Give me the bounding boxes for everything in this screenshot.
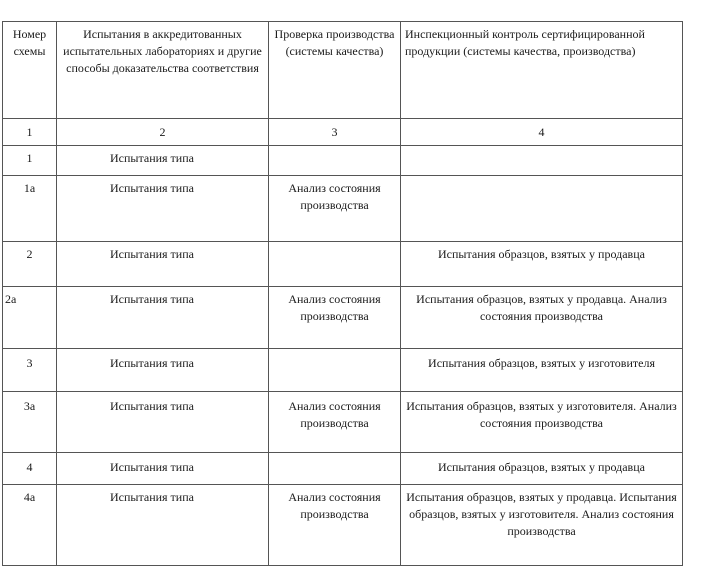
scheme-number: 3а [3, 392, 57, 453]
scheme-number: 2 [3, 242, 57, 287]
column-number: 3 [269, 119, 401, 146]
scheme-number: 4 [3, 453, 57, 485]
header-inspection-control: Инспекционный контроль сертифицированной продукции (системы качества, производства) [401, 22, 683, 119]
column-number: 2 [57, 119, 269, 146]
production-cell [269, 242, 401, 287]
scheme-number: 2а [3, 287, 57, 349]
table-row [3, 176, 683, 242]
table-row [3, 453, 683, 485]
table-row [3, 349, 683, 392]
tests-cell: Испытания типа [57, 349, 269, 392]
tests-cell: Испытания типа [57, 176, 269, 242]
tests-cell: Испытания типа [57, 485, 269, 566]
table-row [3, 287, 683, 349]
tests-cell: Испытания типа [57, 146, 269, 176]
inspection-cell [401, 176, 683, 242]
inspection-cell: Испытания образцов, взятых у изготовителя [401, 349, 683, 392]
production-cell: Анализ состояния производства [269, 392, 401, 453]
header-scheme-number: Номер схемы [3, 22, 57, 119]
column-number: 4 [401, 119, 683, 146]
header-production-check: Проверка производства (системы качества) [269, 22, 401, 119]
inspection-cell: Испытания образцов, взятых у продавца. Испытания образцов, взятых у изготовителя. Анализ состояния производства [401, 485, 683, 566]
production-cell: Анализ состояния производства [269, 176, 401, 242]
inspection-cell [401, 146, 683, 176]
production-cell: Анализ состояния производства [269, 287, 401, 349]
production-cell [269, 453, 401, 485]
tests-cell: Испытания типа [57, 287, 269, 349]
inspection-cell: Испытания образцов, взятых у продавца. Анализ состояния производства [401, 287, 683, 349]
scheme-number: 4а [3, 485, 57, 566]
header-tests: Испытания в аккредитованных испытательных лабораториях и другие способы доказательства соответствия [57, 22, 269, 119]
scheme-number: 1а [3, 176, 57, 242]
header-row [3, 22, 683, 119]
scheme-number: 3 [3, 349, 57, 392]
production-cell [269, 146, 401, 176]
column-number: 1 [3, 119, 57, 146]
tests-cell: Испытания типа [57, 392, 269, 453]
tests-cell: Испытания типа [57, 453, 269, 485]
table-row [3, 146, 683, 176]
certification-schemes-table [2, 21, 683, 566]
table-row [3, 392, 683, 453]
inspection-cell: Испытания образцов, взятых у изготовителя. Анализ состояния производства [401, 392, 683, 453]
production-cell: Анализ состояния производства [269, 485, 401, 566]
scheme-number: 1 [3, 146, 57, 176]
table-row [3, 485, 683, 566]
tests-cell: Испытания типа [57, 242, 269, 287]
inspection-cell: Испытания образцов, взятых у продавца [401, 242, 683, 287]
production-cell [269, 349, 401, 392]
table-row [3, 242, 683, 287]
column-number-row [3, 119, 683, 146]
inspection-cell: Испытания образцов, взятых у продавца [401, 453, 683, 485]
